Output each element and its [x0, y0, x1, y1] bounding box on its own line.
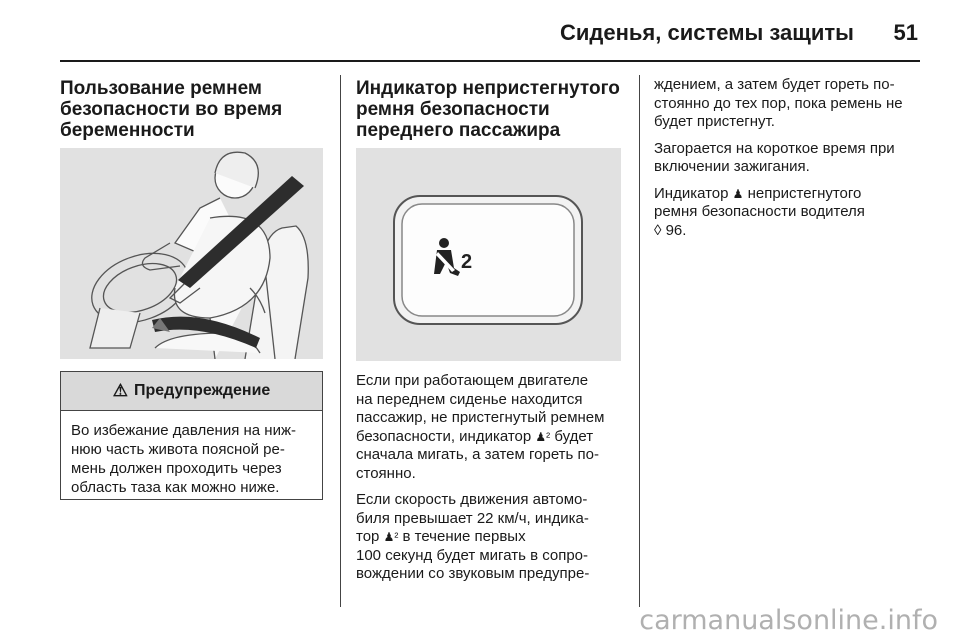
- column-divider-2: [639, 75, 640, 607]
- column-3: [654, 76, 924, 248]
- column-1: [60, 78, 325, 141]
- seatbelt-person-icon: ♟: [732, 186, 744, 201]
- paragraph-passenger-indicator: Если при работающем двигателе на переднем сиденье находится пассажир, не пристегнутый ремнем безопасности, индикатор ♟² будет сначала мигать, а затем гореть по- стоянно.: [356, 372, 605, 482]
- header-rule: [60, 60, 920, 62]
- header-title: Сиденья, системы защиты: [560, 20, 854, 45]
- column-2: [356, 78, 621, 141]
- warning-title: Предупреждение: [133, 382, 271, 399]
- indicator-illustration: [356, 148, 621, 361]
- warning-text: Во избежание давления на ниж- нюю часть живота поясной ре- мень должен проходить через область таза как можно ниже.: [71, 422, 296, 496]
- seatbelt-person-icon: ♟²: [535, 429, 551, 444]
- section-heading-pregnancy: Пользование ремнем безопасности во время беременности: [60, 78, 283, 141]
- column-divider-1: [340, 75, 341, 607]
- section-heading-indicator: Индикатор непристегнутого ремня безопасности переднего пассажира: [356, 78, 620, 141]
- indicator-drawing: [356, 148, 621, 361]
- page-reference[interactable]: ◊ 96.: [654, 221, 687, 239]
- warning-header: [61, 372, 322, 411]
- reference-arrow-icon: ◊: [654, 221, 662, 239]
- paragraph-driver-indicator: Индикатор ♟ непристегнутого ремня безопасности водителя ◊ 96.: [654, 184, 865, 239]
- warning-triangle-icon: ⚠: [112, 381, 128, 400]
- pregnant-woman-drawing: [60, 148, 323, 359]
- watermark: carmanualsonline.info: [639, 605, 938, 636]
- page-number: 51: [893, 20, 918, 45]
- paragraph-continued: ждением, а затем будет гореть по- стоянно до тех пор, пока ремень не будет пристегнут.: [654, 76, 903, 130]
- paragraph-speed-warning: Если скорость движения автомо- биля превышает 22 км/ч, индика- тор ♟² в течение первых 100 секунд будет мигать в сопро- вождении со звуковым предупре-: [356, 491, 590, 582]
- warning-box: [60, 371, 323, 500]
- seatbelt-person-icon: ♟²: [383, 530, 399, 544]
- paragraph-ignition: Загорается на короткое время при включении зажигания.: [654, 139, 895, 175]
- column-2-text: [356, 372, 621, 592]
- indicator-number-label: 2: [461, 251, 473, 273]
- pregnant-woman-illustration: [60, 148, 323, 359]
